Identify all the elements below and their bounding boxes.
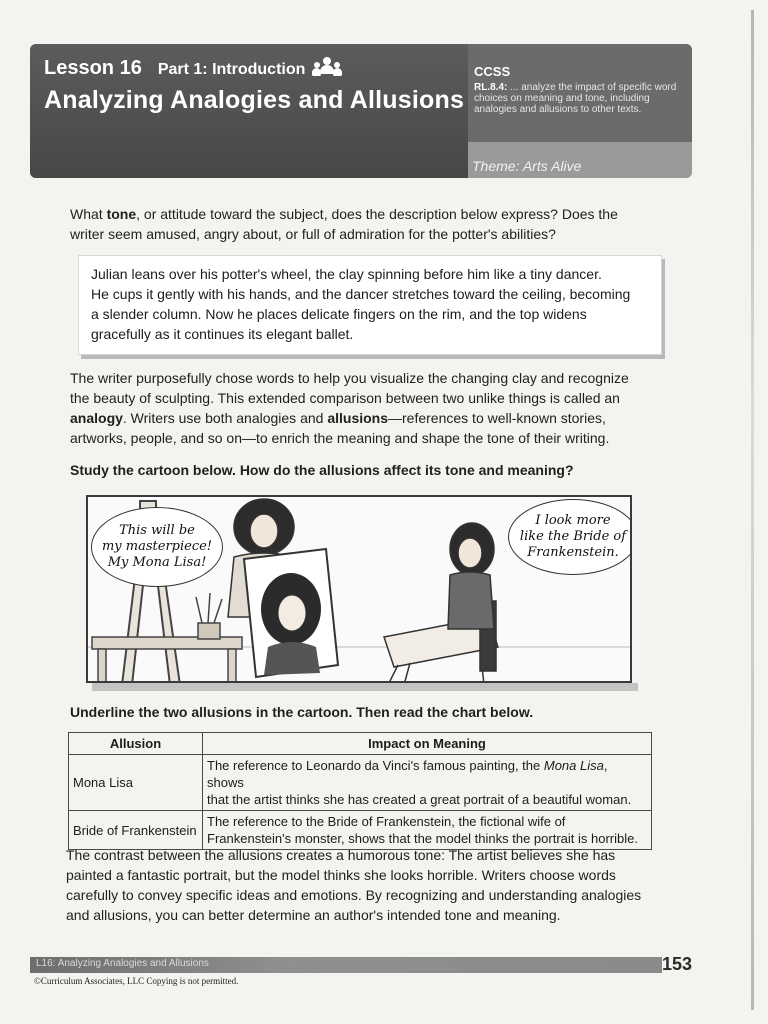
bubble-line: my masterpiece! xyxy=(101,539,213,554)
impact-title: Mona Lisa xyxy=(543,758,604,773)
group-people-icon xyxy=(314,57,340,77)
lesson-heading xyxy=(44,54,340,80)
para-line: The contrast between the allusions creates a humorous tone: The artist believes she has xyxy=(66,847,616,863)
theme-label: Theme: Arts Alive xyxy=(472,158,582,174)
term-tone: tone xyxy=(106,206,137,222)
term-allusions: allusions xyxy=(327,410,389,426)
conclusion-paragraph xyxy=(66,845,641,925)
para-text: . Writers use both analogies and xyxy=(122,410,328,426)
para-line: The writer purposefully chose words to help you visualize the changing clay and recognize xyxy=(70,370,629,386)
ccss-description: ... analyze the impact of specific word choices on meaning and tone, including analogies and allusions to other texts. xyxy=(474,82,677,115)
passage-line: a slender column. Now he places delicate fingers on the rim, and the top widens xyxy=(91,306,587,322)
para-line: the beauty of sculpting. This extended comparison between two unlike things is called an xyxy=(70,390,620,406)
cartoon-illustration xyxy=(86,495,632,683)
para-line: artworks, people, and so on—to enrich the meaning and shape the tone of their writing. xyxy=(70,430,610,446)
part-label xyxy=(158,54,340,79)
lesson-title: Analyzing Analogies and Allusions xyxy=(44,86,465,114)
table-row xyxy=(69,755,652,811)
bubble-line: I look more xyxy=(535,513,611,528)
allusion-chart xyxy=(68,732,652,850)
impact-text: The reference to Leonardo da Vinci's famous painting, the xyxy=(207,758,544,773)
page-edge-shadow xyxy=(751,10,754,1010)
para-line: carefully to convey specific ideas and emotions. By recognizing and understanding analogies xyxy=(66,887,642,903)
header-impact: Impact on Meaning xyxy=(203,733,652,755)
impact-text: The reference to the Bride of Frankenstein, the fictional wife of xyxy=(207,814,566,829)
part-label-text: Part 1: Introduction xyxy=(157,61,306,78)
table-header-row xyxy=(69,733,652,755)
lesson-number: Lesson 16 xyxy=(44,57,142,79)
lesson-banner xyxy=(30,44,692,178)
intro-text-1: What xyxy=(70,206,107,222)
ccss-label: CCSS xyxy=(474,64,511,79)
bubble-line: like the Bride of xyxy=(519,529,627,544)
impact-cell xyxy=(203,755,652,811)
copyright-notice: ©Curriculum Associates, LLC Copying is not permitted. xyxy=(34,976,239,986)
intro-question xyxy=(70,204,618,244)
impact-cell xyxy=(203,811,652,850)
impact-text: , shows xyxy=(207,758,608,790)
artist-speech-bubble xyxy=(91,507,223,587)
para-text: —references to well-known stories, xyxy=(388,410,606,426)
portrait-canvas-icon xyxy=(244,549,338,677)
page-number: 153 xyxy=(662,954,693,974)
impact-text: that the artist thinks she has created a great portrait of a beautiful woman. xyxy=(207,792,632,807)
term-analogy: analogy xyxy=(70,410,123,426)
bubble-line: This will be xyxy=(119,523,195,538)
allusion-cell: Bride of Frankenstein xyxy=(69,811,203,850)
impact-text: Frankenstein's monster, shows that the model thinks the portrait is horrible. xyxy=(207,831,638,846)
para-line: painted a fantastic portrait, but the model thinks she looks horrible. Writers choose words xyxy=(66,867,616,883)
bubble-line: My Mona Lisa! xyxy=(107,555,207,570)
passage-line: Julian leans over his potter's wheel, the clay spinning before him like a tiny dancer. xyxy=(91,266,602,282)
passage-line: He cups it gently with his hands, and the dancer stretches toward the ceiling, becoming xyxy=(91,286,631,302)
potter-passage xyxy=(78,255,662,355)
para-line: and allusions, you can better determine an author's intended tone and meaning. xyxy=(66,907,561,923)
chart-prompt: Underline the two allusions in the cartoon. Then read the chart below. xyxy=(70,704,534,720)
ccss-code: RL.8.4: xyxy=(474,82,508,93)
analogy-explanation xyxy=(70,368,629,448)
intro-text-3: writer seem amused, angry about, or full of admiration for the potter's abilities? xyxy=(70,226,556,242)
bubble-line: Frankenstein. xyxy=(527,545,619,560)
allusion-cell: Mona Lisa xyxy=(69,755,203,811)
model-figure-icon xyxy=(384,523,498,683)
model-thought-bubble xyxy=(508,499,632,575)
cartoon-prompt: Study the cartoon below. How do the allusions affect its tone and meaning? xyxy=(70,462,574,478)
passage-line: gracefully as it continues its elegant ballet. xyxy=(91,326,354,342)
footer-lesson-label: L16: Analyzing Analogies and Allusions xyxy=(36,958,209,969)
table-row xyxy=(69,811,652,850)
header-allusion: Allusion xyxy=(69,733,203,755)
cartoon-shadow xyxy=(92,683,638,691)
ccss-standard xyxy=(474,82,682,115)
intro-text-2: , or attitude toward the subject, does the description below express? Does the xyxy=(136,206,618,222)
